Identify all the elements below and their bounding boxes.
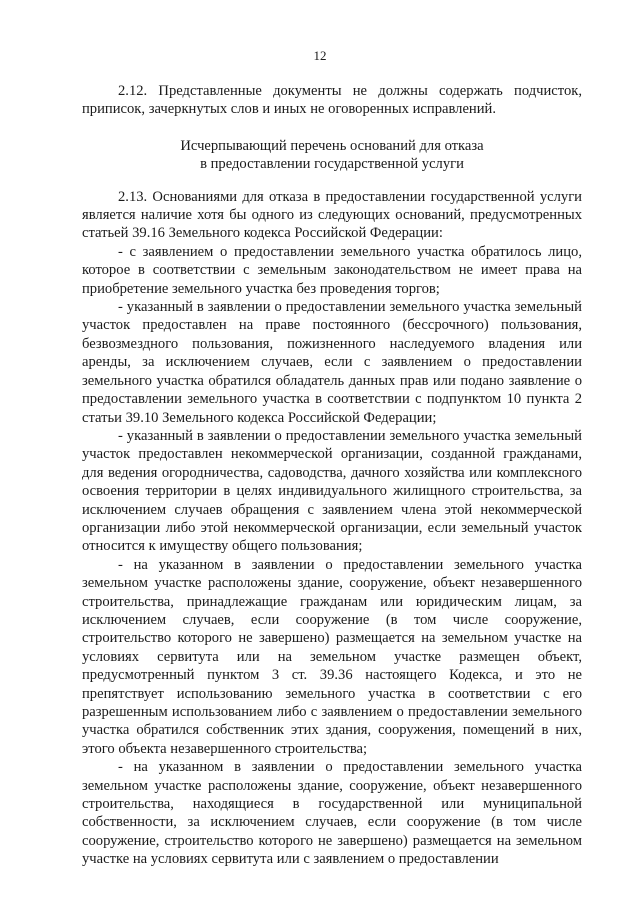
section-heading-line-1: Исчерпывающий перечень оснований для отказа	[180, 137, 484, 154]
list-item-4: - на указанном в заявлении о предоставлении земельного участка земельном участке расположены здание, сооружение, объект незавершенного строительства, принадлежащие гражданам или юридическим лицам, за исключением случаев, если сооружение (в том числе сооружение, строительство которого не завершено) размещается на земельном участке на условиях сервитута или на земельном участке размещен объект, предусмотренный пунктом 3 ст. 39.36 настоящего Кодекса, и это не препятствует использованию земельного участка в соответствии с его разрешенным использованием либо с заявлением о предоставлении земельного участка обратился собственник этих здания, сооружения, помещений в них, этого объекта незавершенного строительства;	[82, 556, 582, 757]
paragraph-2-12: 2.12. Представленные документы не должны содержать подчисток, приписок, зачеркнутых слов и иных не оговоренных исправлений.	[82, 83, 582, 118]
list-item-2: - указанный в заявлении о предоставлении земельного участка земельный участок предоставлен на праве постоянного (бессрочного) пользования, безвозмездного пользования, пожизненного наследуемого владения или аренды, за исключением случаев, если с заявлением о предоставлении земельного участка обратился обладатель данных прав или подано заявление о предоставлении земельного участка в соответствии с подпунктом 10 пункта 2 статьи 39.10 Земельного кодекса Российской Федерации;	[82, 299, 582, 426]
list-item-5: - на указанном в заявлении о предоставлении земельного участка земельном участке расположены здание, сооружение, объект незавершенного строительства, находящиеся в государственной или муниципальной собственности, за исключением случаев, если сооружение (в том числе сооружение, строительство которого не завершено) размещается на земельном участке на условиях сервитута или с заявлением о предоставлении	[82, 759, 582, 868]
document-body	[82, 82, 582, 869]
page-number: 12	[313, 48, 327, 63]
section-heading-line-2: в предоставлении государственной услуги	[200, 156, 464, 173]
list-item-3: - указанный в заявлении о предоставлении земельного участка земельный участок предоставлен некоммерческой организации, созданной гражданами, для ведения огородничества, садоводства, дачного хозяйства или комплексного освоения территории в целях индивидуального жилищного строительства, за исключением случаев обращения с заявлением члена этой некоммерческой организации либо этой некоммерческой организации, если земельный участок относится к имуществу общего пользования;	[82, 427, 582, 555]
list-item-1: - с заявлением о предоставлении земельного участка обратилось лицо, которое в соответствии с земельным законодательством не имеет права на приобретение земельного участка без проведения торгов;	[82, 243, 582, 297]
paragraph-2-13: 2.13. Основаниями для отказа в предоставлении государственной услуги является наличие хотя бы одного из следующих оснований, предусмотренных статьей 39.16 Земельного кодекса Российской Федерации:	[82, 188, 582, 242]
